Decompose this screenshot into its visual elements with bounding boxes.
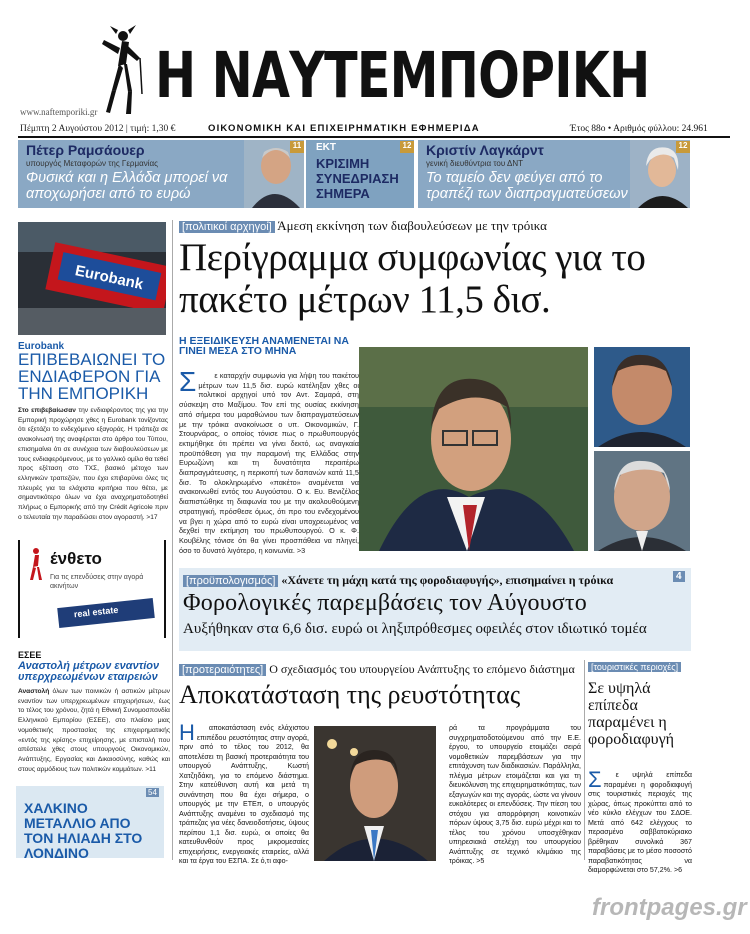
hatzidakis-photo xyxy=(314,726,436,861)
liquidity-headline: Αποκατάσταση της ρευστότητας xyxy=(179,680,521,709)
teaser-name: Πέτερ Ραμσάουερ xyxy=(26,142,145,158)
teaser-ramsauer xyxy=(18,140,304,208)
teaser-headline: ΚΡΙΣΙΜΗ ΣΥΝΕΔΡΙΑΣΗ ΣΗΜΕΡΑ xyxy=(316,156,399,201)
teaser-quote: Το ταμείο δεν φεύγει από το τραπέζι των διαπραγματεύσεων xyxy=(426,170,628,202)
insert-title: ένθετο xyxy=(50,549,102,568)
teaser-tag: ΕΚΤ xyxy=(316,142,336,153)
newspaper-title: Η ΝΑΥΤΕΜΠΟΡΙΚΗ xyxy=(155,39,650,112)
lead-kicker-text: Άμεση εκκίνηση των διαβουλεύσεων με την τρόικα xyxy=(277,218,547,233)
eurobank-sign-photo xyxy=(18,222,166,335)
website-url: www.naftemporiki.gr xyxy=(20,107,98,117)
esee-body-lead: Αναστολή xyxy=(18,688,50,695)
eurobank-headline: ΕΠΙΒΕΒΑΙΩΝΕΙ ΤΟ ΕΝΔΙΑΦΕΡΟΝ ΓΙΑ ΤΗΝ ΕΜΠΟΡΙΚΗ xyxy=(18,350,166,403)
esee-kicker: ΕΣΕΕ xyxy=(18,650,42,660)
liquidity-body-left xyxy=(179,720,309,867)
liquidity-kicker-text: Ο σχεδιασμός του υπουργείου Ανάπτυξης το επόμενο διάστημα xyxy=(269,662,575,676)
lead-dropcap: Σ xyxy=(179,366,197,397)
esee-body-text: όλων των ποινικών ή αστικών μέτρων εναντίον των υπερχρεωμένων επιχειρήσεων, έως το τέλος του χρόνου, ζητά η Εθνική Συνομοσπονδία Ελληνικού Εμπορίου (ΕΣΕΕ), στο πλαίσιο μιας νομοθετικής προστασίας της επιχειρηματικής «εντός της κρίσης» επιχείρησης, με επιστολή που απέστειλε χθες στους υπουργούς Οικονομικών, Ανάπτυξης, Εργασίας και Δικαιοσύνης, καθώς και στους αρμόδιους των πολιτικών κομμάτων. >11 xyxy=(18,688,170,773)
mercury-figure-logo xyxy=(96,24,146,116)
eurobank-logo-text: Eurobank xyxy=(73,262,145,294)
teaser-lagarde xyxy=(418,140,690,208)
watermark: frontpages.gr xyxy=(592,894,747,921)
venizelos-photo xyxy=(594,347,690,447)
insert-description: Για τις επενδύσεις στην αγορά ακινήτων xyxy=(50,574,144,590)
budget-kicker xyxy=(183,573,613,588)
kouvelis-photo xyxy=(594,451,690,551)
tourism-headline: Σε υψηλά επίπεδα παραμένει η φοροδιαφυγή xyxy=(588,680,675,748)
budget-kicker-text: «Χάνετε τη μάχη κατά της φοροδιαφυγής», επισημαίνει η τρόικα xyxy=(281,573,614,587)
teaser-role: υπουργός Μεταφορών της Γερμανίας xyxy=(26,159,158,168)
lead-headline-text: Περίγραμμα συμφωνίας για το πακέτο μέτρων 11,5 δισ. xyxy=(179,236,646,321)
masthead-rule xyxy=(18,136,730,138)
column-rule xyxy=(172,220,173,860)
issue-info: Έτος 88ο • Αριθμός φύλλου: 24.961 xyxy=(570,124,708,134)
budget-headline: Φορολογικές παρεμβάσεις τον Αύγουστο xyxy=(183,590,587,616)
tourism-body xyxy=(588,767,692,876)
tourism-kicker xyxy=(588,662,681,673)
liquidity-dropcap: Η xyxy=(179,720,195,745)
esee-body xyxy=(18,687,170,774)
esee-headline: Αναστολή μέτρων εναντίον υπερχρεωμένων εταιρειών xyxy=(18,660,160,683)
liquidity-body-right: ρά τα προγράμματα του συγχρηματοδοτούμενου από την Ε.Ε. έργου, το υπουργείο ετοιμάζει σειρά νομοθετικών παρεμβάσεων για την επιτάχυνση των διαδικασιών. Παράλληλα, πλέγμα μέτρων ετοιμάζεται και για τη διευκόλυνση της επιχειρηματικότητας, των εξαγωγών και της αγοράς, ώστε να γίνουν ευκολότερες οι επενδύσεις. Την πίεση του στόχου για απορρόφηση κοινοτικών πόρων ύψους 3,75 δισ. ευρώ μέχρι και το τέλος του χρόνου υποσχέθηκαν υπηρεσιακά στελέχη του υπουργείου Ανάπτυξης σε τεχνικό κλιμάκιο της τρόικας. >5 xyxy=(449,724,581,865)
teaser-page-badge: 12 xyxy=(400,141,414,153)
eurobank-body-text: την ενδιαφέροντος της για την Εμπορική προχώρησε χθες η Eurobank τονίζοντας ότι εξετάζει το ενδεχόμενο εξαγοράς. Η τράπεζα σε ανακοίνωσή της αναφέρεται στο άρθρο του Τύπου, επισημαίνει ότι σε συνέχεια των διαβουλεύσεων με τους ενδιαφερόμενους, με το γαλλικό ομίλο θα τεθεί προς εξέταση στο ΤΧΣ, βασικό μέτοχο των ελληνικών τραπεζών, που έχει επιβαρύνει όλες τις πλευρές για τα ελάχιστα κριτήρια που θέτει, με σημαντικότερο όλων να έχει αναχρηματοδοτηθεί πλήρως ο Εμπορικής από την Crédit Agricole πριν ο τελευταία την παραδώσει στον αγοραστή. >17 xyxy=(18,407,168,521)
tourism-kicker-tag: [τουριστικές περιοχές] xyxy=(588,662,681,672)
teaser-ecb xyxy=(306,140,414,208)
lead-body-text: ε καταρχήν συμφωνία για λήψη του πακέτου μέτρων των 11,5 δισ. ευρώ κατέληξαν χθες οι πολιτικοί αρχηγοί υπό τον Αντ. Σαμαρά, στη σύσκεψη στο Μαξίμου. Τον επί της ουσίας εκκίνηση από σήμερα του μαραθώνιου των διαπραγματεύσεων με την τρόικα ανακοίνωσε ο υπ. Οικονομικών, Γ. Στουρνάρας, ο οποίος τόνισε πως ο πρωθυπουργός εκτιμήθηκε ότι πρέπει να γίνει δεκτό, ως αναγκαία προϋπόθεση για την παραμονή της Ελλάδας στην Ευρωζώνη και τη δυνατότητα περαιτέρω διαπραγμάτευσης, η περικοπή των δαπανών κατά 11,5 δισ. Το ολοκληρωμένο «πακέτο» αναμένεται να ανακοινωθεί εντός του Αυγούστου. Ο κ. Ευ. Βενιζέλος διαπιστώθηκε τη διαφωνία του με την ακολουθούμενη στρατηγική, πρόσθεσε όμως, ότι προ του ενδεχομένου να βγει η χώρα από το ευρώ είναι υποχρεωμένος να δεχθεί την εκτίμηση του πρωθυπουργού. Ο κ. Φ. Κουβέλης τόνισε ότι θα γίνει προσπάθεια να πληγεί, όσο το δυνατό λιγότερο, η κοινωνία. >3 xyxy=(179,371,359,555)
budget-kicker-tag: [προϋπολογισμός] xyxy=(183,575,278,587)
realestate-label: real estate xyxy=(57,598,155,628)
lead-headline xyxy=(179,237,699,321)
eurobank-body-lead: Στο επιβεβαίωσαν xyxy=(18,407,76,414)
liquidity-kicker xyxy=(179,662,575,677)
medal-headline: ΧΑΛΚΙΝΟ ΜΕΤΑΛΛΙΟ ΑΠΟ ΤΟΝ ΗΛΙΑΔΗ ΣΤΟ ΛΟΝΔΙΝΟ xyxy=(24,800,143,861)
lead-kicker-tag: [πολιτικοί αρχηγοί] xyxy=(179,221,275,233)
teaser-page-badge: 11 xyxy=(290,141,304,153)
lead-kicker xyxy=(179,218,547,234)
lead-subhead: Η ΕΞΕΙΔΙΚΕΥΣΗ ΑΝΑΜΕΝΕΤΑΙ ΝΑ ΓΙΝΕΙ ΜΕΣΑ ΣΤΟ ΜΗΝΑ xyxy=(179,335,349,357)
liquidity-kicker-tag: [προτεραιότητες] xyxy=(179,664,266,676)
eurobank-body xyxy=(18,406,168,522)
teaser-quote: Φυσικά και η Ελλάδα μπορεί να αποχωρήσει από το ευρώ xyxy=(26,170,228,202)
tourism-dropcap: Σ xyxy=(588,767,602,792)
teaser-role: γενική διευθύντρια του ΔΝΤ xyxy=(426,159,524,168)
liquidity-body-left-text: αποκατάσταση ενός ελάχιστου επιπέδου ρευστότητας στην αγορά, πριν από το τέλος του 2012, θα αποτελέσει τη βασική προτεραιότητα του υπουργού Ανάπτυξης, Κωστή Χατζηδάκη, για το επόμενο διάστημα. Στην κατεύθυνση αυτή και μετά τη συνάντηση που θα έχει σήμερα, ο υπουργός με την ΕΤΕπ, ο υπουργός Ανάπτυξης αναμένει το σχεδιασμό της τράπεζας για νέες δανειοδοτήσεις, ύψους περίπου 1,1 δισ. ευρώ, οι οποίες θα κατευθυνθούν προς μικρομεσαίες επιχειρήσεις, ενεργειακές εταιρείες, αλλά και τα έργα του ΕΣΠΑ. Σε ό,τι αφο- xyxy=(179,724,309,865)
teaser-page-badge: 12 xyxy=(676,141,690,153)
tourism-body-text: ε υψηλά επίπεδα παραμένει η φοροδιαφυγή στις τουριστικές περιοχές της χώρας, όπως προκύπτει από το νέο κύκλο ελέγχων του ΣΔΟΕ. Μετά από 642 ελέγχους το περασμένο σαββατοκύριακο βρέθηκαν συνολικά 367 παραβάσεις με το μέσο ποσοστό παραβατικότητας να διαμορφώνεται στο 57,2%. >6 xyxy=(588,771,692,874)
teaser-name: Κριστίν Λαγκάρντ xyxy=(426,142,544,158)
budget-page-badge: 4 xyxy=(673,571,685,582)
medal-page-badge: 54 xyxy=(148,788,157,797)
masthead-subtitle: ΟΙΚΟΝΟΜΙΚΗ ΚΑΙ ΕΠΙΧΕΙΡΗΜΑΤΙΚΗ ΕΦΗΜΕΡΙΔΑ xyxy=(208,123,480,134)
eurobank-kicker: Eurobank xyxy=(18,341,65,352)
lead-body xyxy=(179,366,359,555)
samaras-photo xyxy=(359,347,588,551)
column-rule xyxy=(584,660,585,860)
mercury-small-icon xyxy=(26,547,44,581)
budget-subhead: Αυξήθηκαν στα 6,6 δισ. ευρώ οι ληξιπρόθεσμες οφειλές στον ιδιωτικό τομέα xyxy=(183,621,647,637)
dateline: Πέμπτη 2 Αυγούστου 2012 | τιμή: 1,30 € xyxy=(20,124,176,134)
